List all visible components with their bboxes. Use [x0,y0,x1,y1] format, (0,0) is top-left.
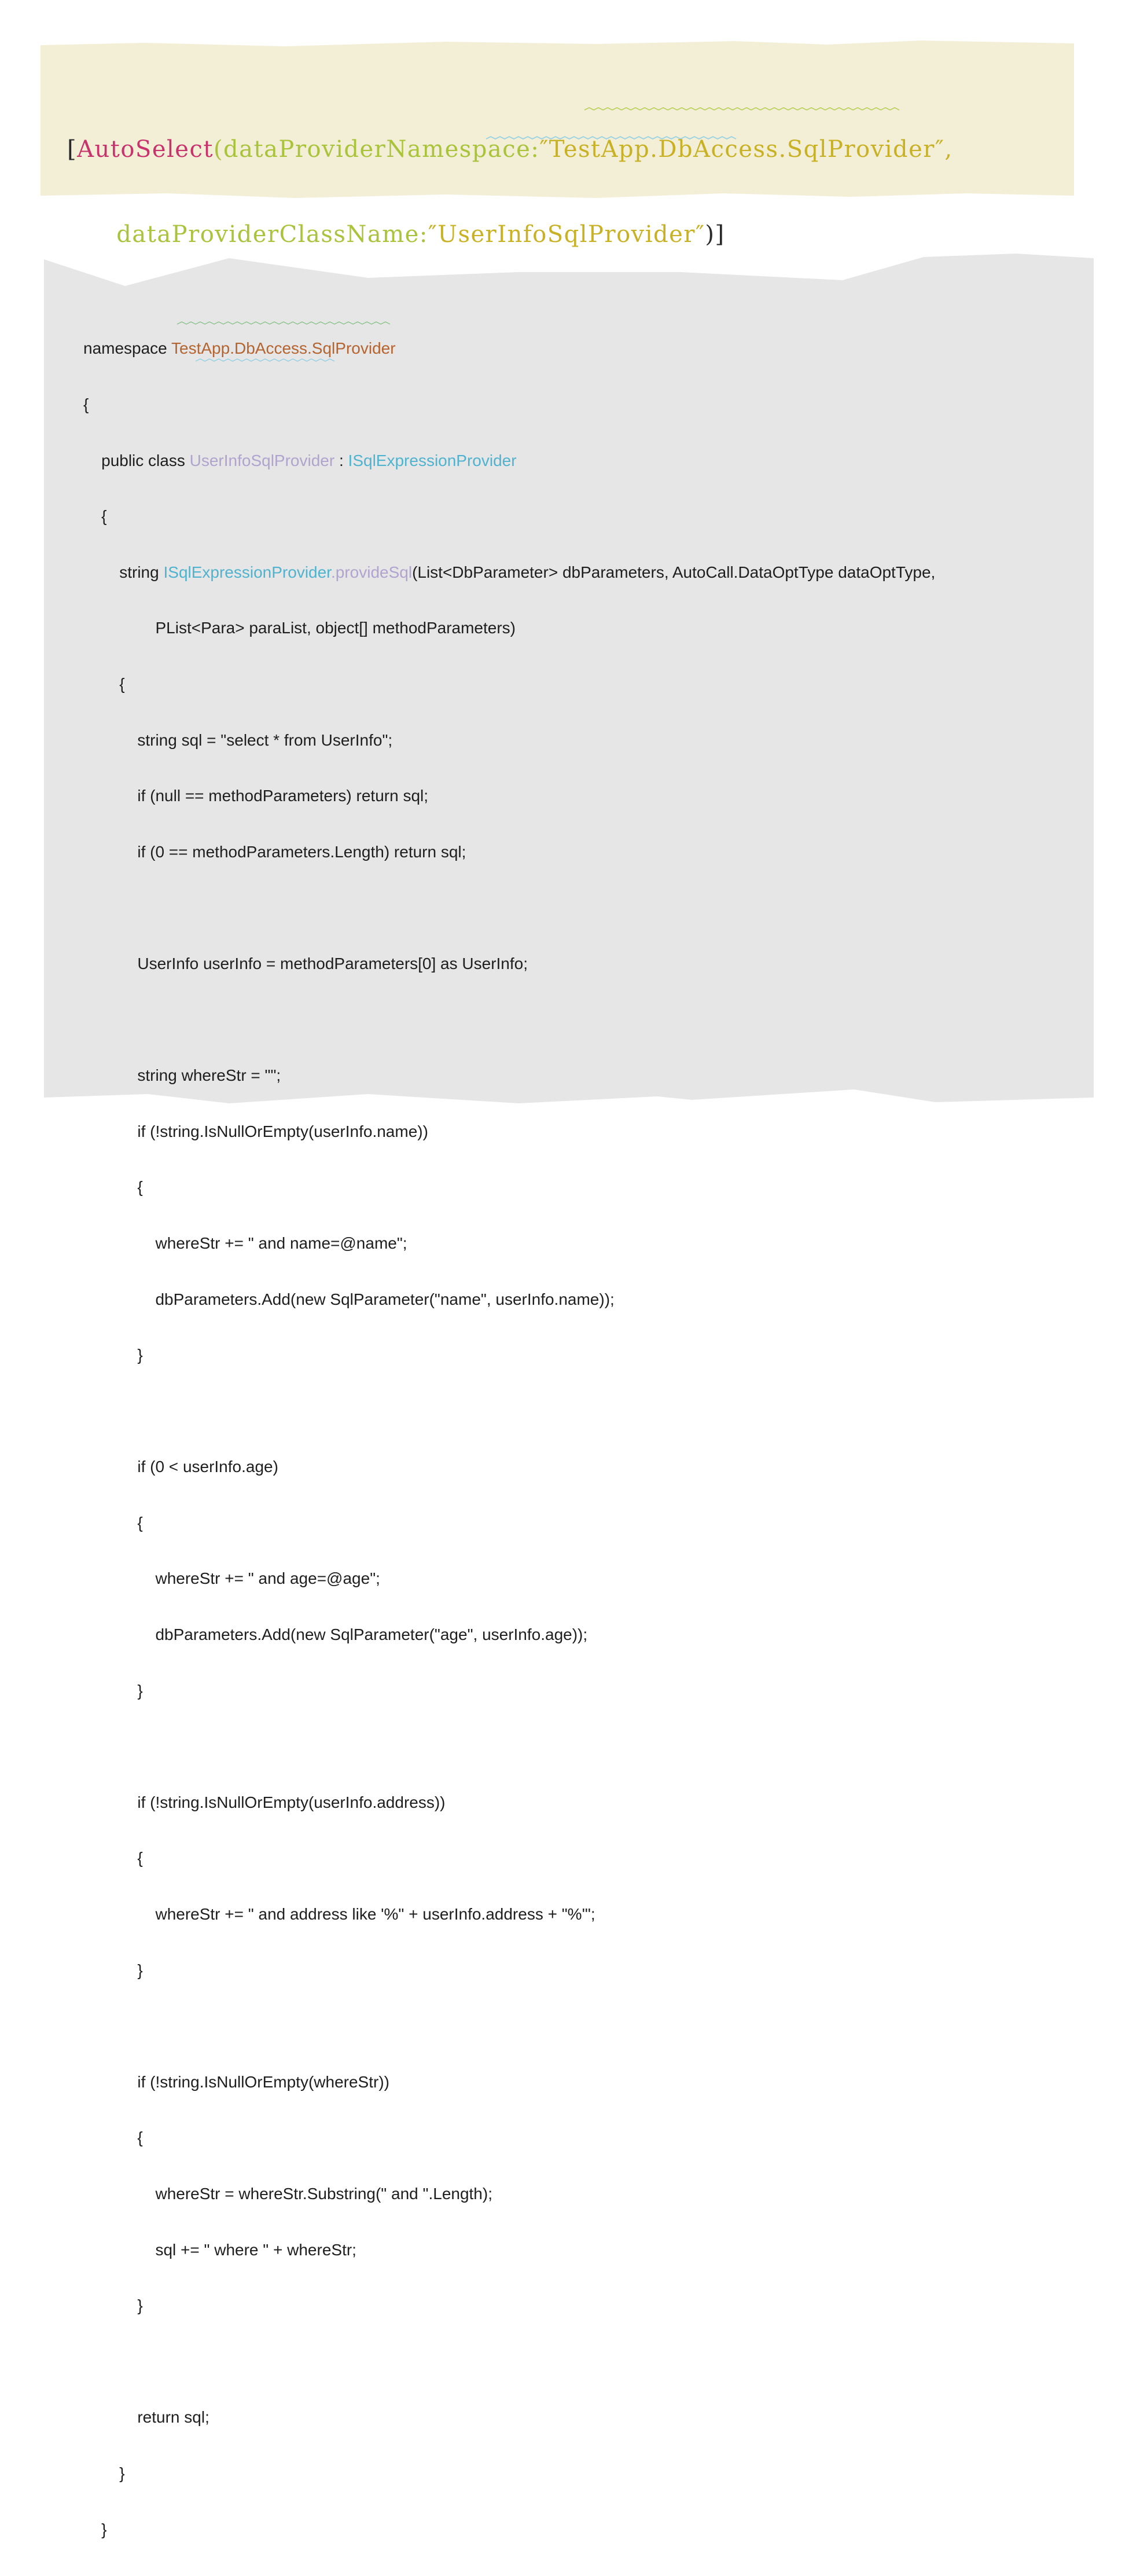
provider-code-panel [44,251,1094,2538]
class-keyword: public class [83,451,190,469]
code-line: { [83,1178,143,1197]
attribute-code-panel [41,39,1074,248]
code-line: { [83,395,89,413]
code-line: whereStr += " and name=@name"; [83,1234,407,1252]
code-line: whereStr += " and age=@age"; [83,1569,380,1588]
code-line [83,1737,935,1756]
interface-name: ISqlExpressionProvider [348,451,517,469]
method-dot: . [330,563,336,581]
code-line: if (0 < userInfo.age) [83,1458,278,1476]
code-line [83,1011,935,1029]
method-name: provideSql [335,563,413,581]
bracket-open: [ [67,136,78,163]
param-comma: , [944,136,953,163]
attribute-line-2 [67,221,953,249]
code-line: if (!string.IsNullOrEmpty(userInfo.address)) [83,1793,446,1811]
paren-open: ( [213,136,224,163]
code-line: { [83,507,107,526]
code-line: } [83,2296,143,2315]
code-line: return sql; [83,2408,209,2427]
method-params: (List<DbParameter> dbParameters, AutoCall.DataOptType dataOptType, [412,563,936,581]
code-line: } [83,1681,143,1700]
code-line: } [83,1961,143,1979]
code-line [83,1402,935,1421]
code-line: { [83,674,125,693]
code-line: dbParameters.Add(new SqlParameter("name", userInfo.name)); [83,1290,615,1308]
namespace-line [83,339,935,358]
code-line: string sql = "select * from UserInfo"; [83,731,393,749]
code-line: whereStr += " and address like '%" + userInfo.address + "%'"; [83,1905,595,1924]
code-line: whereStr = whereStr.Substring(" and ".Length); [83,2185,492,2203]
code-line: if (!string.IsNullOrEmpty(userInfo.name)) [83,1122,428,1140]
code-line: PList<Para> paraList, object[] methodParameters) [83,619,516,637]
code-line: if (!string.IsNullOrEmpty(whereStr)) [83,2072,389,2091]
code-line: } [83,2464,125,2482]
code-line: { [83,2129,143,2147]
code-line: string whereStr = ""; [83,1066,281,1085]
classname-param-value: ″UserInfoSqlProvider″ [428,221,705,248]
method-return-type: string [83,563,164,581]
code-line: if (null == methodParameters) return sql; [83,787,429,805]
namespace-param-name: dataProviderNamespace: [223,136,540,163]
code-line [83,2353,935,2371]
code-line: } [83,1346,143,1364]
method-declaration-line [83,563,935,582]
namespace-param-value: ″TestApp.DbAccess.SqlProvider″ [539,136,945,163]
attribute-name: AutoSelect [77,136,214,163]
provider-code-block [83,302,935,2576]
attribute-line-1 [67,135,953,164]
code-line: dbParameters.Add(new SqlParameter("age", userInfo.age)); [83,1625,588,1644]
class-name: UserInfoSqlProvider [189,451,335,469]
method-interface: ISqlExpressionProvider [163,563,331,581]
attribute-close: )] [705,221,725,248]
code-line [83,898,935,917]
class-colon: : [334,451,348,469]
indent [67,221,116,248]
classname-param-name: dataProviderClassName: [116,221,428,248]
namespace-keyword: namespace [83,339,172,358]
namespace-name: TestApp.DbAccess.SqlProvider [171,339,396,358]
code-line: sql += " where " + whereStr; [83,2240,356,2259]
code-line: } [83,2520,107,2538]
class-declaration-line [83,452,935,470]
code-line: { [83,1513,143,1532]
code-line [83,2017,935,2035]
code-line: UserInfo userInfo = methodParameters[0] as UserInfo; [83,954,528,973]
code-line: if (0 == methodParameters.Length) return sql; [83,842,466,861]
code-line: { [83,1849,143,1867]
